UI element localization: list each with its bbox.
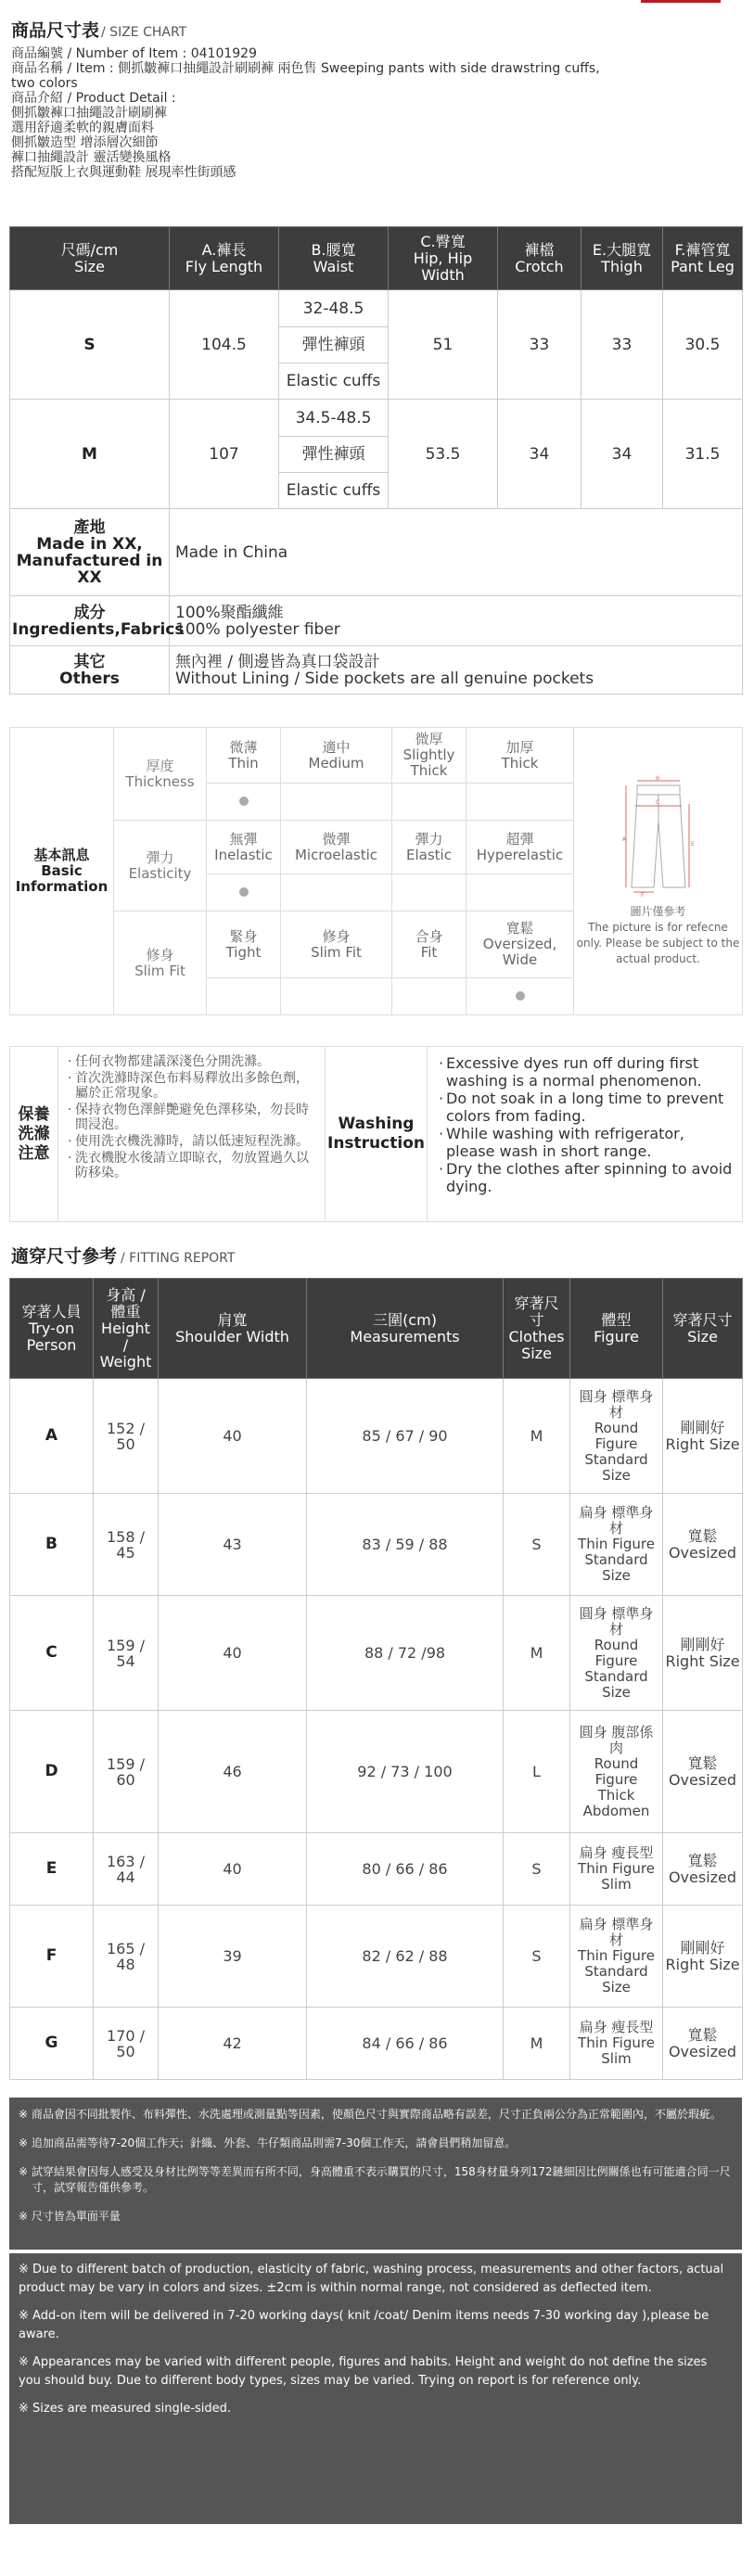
shoulder-value: 40 [159, 1833, 307, 1906]
clothes-size-value: M [504, 2008, 570, 2080]
washing-table [9, 1046, 743, 1222]
basic-info-label: 基本訊息 Basic Information [10, 728, 114, 1015]
waist-value: 32-48.5 [302, 299, 364, 318]
col-header-measurements: 三圍(cm) Measurements [307, 1279, 504, 1379]
waist-value: 34.5-48.5 [295, 408, 372, 427]
others-label: 其它 Others [10, 646, 170, 695]
clothes-size-value: M [504, 1596, 570, 1711]
size-row-s [10, 290, 743, 400]
pants-diagram-icon [607, 776, 709, 897]
washing-list-zh [58, 1047, 326, 1222]
fit-label: 修身 Slim Fit [114, 912, 207, 1015]
svg-text:C: C [655, 798, 659, 806]
washing-item: · 任何衣物都建議深淺色分開洗滌。 [68, 1054, 319, 1069]
fabric-value: 100%聚酯纖維 100% polyester fiber [170, 596, 743, 646]
washing-item: · 洗衣機脫水後請立即晾衣，勿放置過久以防移染。 [68, 1151, 319, 1180]
col-header-height-weight: 身高 / 體重 Height / Weight [94, 1279, 159, 1379]
figure-value: 扁身 瘦長型 Thin Figure Slim [570, 1833, 663, 1906]
option-slightly-thick: 微厚 Slightly Thick [392, 728, 466, 784]
figure-value: 圓身 腹部係 肉 Round Figure Thick Abdomen [570, 1711, 663, 1833]
others-value: 無內裡 / 側邊皆為真口袋設計 Without Lining / Side pockets are all genuine pockets [170, 646, 743, 695]
fit-dot-cell [466, 978, 574, 1015]
option-thin: 微薄 Thin [207, 728, 281, 784]
note-zh: ※ 試穿結果會因每人感受及身材比例等等差異而有所不同，身高體重不表示購買的尺寸，158身材量身列172鏈細因比例關係也有可能適合同一尺寸，試穿報告僅供參考。 [19, 2165, 731, 2194]
person-label: F [10, 1906, 94, 2008]
made-in-label: 產地 Made in XX, Manufactured in XX [10, 509, 170, 596]
height-weight-value: 170 / 50 [94, 2008, 159, 2080]
note-en: ※ Due to different batch of production, elasticity of fabric, washing process, measurements and other factors, actual product may be vary in colors and sizes. ±2cm is within normal range, not considered as deflected item. [19, 2263, 724, 2295]
thigh-value: 34 [581, 400, 663, 509]
person-label: C [10, 1596, 94, 1711]
fabric-label: 成分 Ingredients,Fabrics [10, 596, 170, 646]
option-tight: 緊身 Tight [207, 912, 281, 978]
notes-en-panel [9, 2253, 742, 2524]
crotch-value: 33 [498, 290, 581, 400]
shoulder-value: 39 [159, 1906, 307, 2008]
option-fit: 合身 Fit [392, 912, 466, 978]
product-info [11, 46, 744, 180]
washing-list-en [428, 1047, 743, 1222]
figure-value: 圓身 標準身 材 Round Figure Standard Size [570, 1596, 663, 1711]
selected-dot [239, 887, 249, 897]
clothes-size-value: S [504, 1833, 570, 1906]
fitting-row [10, 1833, 743, 1906]
basic-info-table [9, 727, 743, 1015]
size-label: M [10, 400, 170, 509]
fit-value: 寬鬆 Ovesized [663, 1711, 743, 1833]
option-microelastic: 微彈 Microelastic [281, 821, 392, 874]
shoulder-value: 46 [159, 1711, 307, 1833]
option-elastic: 彈力 Elastic [392, 821, 466, 874]
col-header-waist: B.腰寬 Waist [279, 227, 389, 290]
figure-value: 圓身 標準身 材 Round Figure Standard Size [570, 1379, 663, 1494]
note-en: ※ Sizes are measured single-sided. [19, 2402, 232, 2416]
made-in-row [10, 509, 743, 596]
fit-value: 寬鬆 Ovesized [663, 2008, 743, 2080]
height-weight-value: 165 / 48 [94, 1906, 159, 2008]
fitting-title-zh: 適穿尺寸參考 [11, 1246, 118, 1267]
others-row [10, 646, 743, 695]
thickness-label: 厚度 Thickness [114, 728, 207, 821]
figure-value: 扁身 標準身 材 Thin Figure Standard Size [570, 1906, 663, 2008]
pant-leg-value: 30.5 [663, 290, 743, 400]
shoulder-value: 40 [159, 1596, 307, 1711]
person-label: G [10, 2008, 94, 2080]
info-line: 商品編號 / Number of Item : 04101929 [11, 46, 257, 61]
height-weight-value: 158 / 45 [94, 1494, 159, 1596]
waist-note-en: Elastic cuffs [279, 363, 388, 399]
shoulder-value: 43 [159, 1494, 307, 1596]
col-header-figure: 體型 Figure [570, 1279, 663, 1379]
note-zh: ※ 商品會因不同批製作、布料彈性、水洗處理或測量點等因素，使顏色尺寸與實際商品略有誤差，尺寸正負兩公分為正常範圍內，不屬於瑕疵。 [19, 2108, 722, 2121]
fitting-row [10, 1494, 743, 1596]
fitting-row [10, 1906, 743, 2008]
hip-value: 51 [389, 290, 498, 400]
washing-item: · 首次洗滌時深色布料易釋放出多餘色劑，屬於正常現象。 [68, 1071, 319, 1101]
fly-length-value: 104.5 [170, 290, 279, 400]
selected-dot [516, 991, 525, 1001]
fitting-header [10, 1279, 743, 1379]
washing-item: · Do not soak in a long time to prevent colors from fading. [439, 1090, 736, 1125]
fitting-row [10, 2008, 743, 2080]
option-thick: 加厚 Thick [466, 728, 574, 784]
washing-item: · 保持衣物色澤鮮艷避免色澤移染，勿長時間浸泡。 [68, 1103, 319, 1132]
waist-note-zh: 彈性褲頭 [279, 326, 388, 363]
fit-value: 剛剛好 Right Size [663, 1906, 743, 2008]
crotch-value: 34 [498, 400, 581, 509]
waist-note-zh: 彈性褲頭 [279, 436, 388, 472]
thigh-value: 33 [581, 290, 663, 400]
person-label: B [10, 1494, 94, 1596]
col-header-shoulder: 肩寬 Shoulder Width [159, 1279, 307, 1379]
pants-diagram-cell [574, 728, 743, 1015]
fit-value: 剛剛好 Right Size [663, 1379, 743, 1494]
col-header-pant-leg: F.褲管寬 Pant Leg [663, 227, 743, 290]
info-line: 商品介紹 / Product Detail : [11, 91, 176, 106]
waist-cell [279, 290, 389, 400]
info-line: 搭配短版上衣與運動鞋 展現率性街頭感 [11, 165, 236, 180]
fit-value: 寬鬆 Ovesized [663, 1494, 743, 1596]
thickness-dot-cell [207, 784, 281, 821]
col-header-fit: 穿著尺寸 Size [663, 1279, 743, 1379]
clothes-size-value: S [504, 1906, 570, 2008]
measurements-value: 85 / 67 / 90 [307, 1379, 504, 1494]
measurements-value: 83 / 59 / 88 [307, 1494, 504, 1596]
fitting-row [10, 1711, 743, 1833]
hip-value: 53.5 [389, 400, 498, 509]
fitting-row [10, 1596, 743, 1711]
clothes-size-value: L [504, 1711, 570, 1833]
shoulder-value: 40 [159, 1379, 307, 1494]
figure-value: 扁身 標準身 材 Thin Figure Standard Size [570, 1494, 663, 1596]
col-header-crotch: 褲檔 Crotch [498, 227, 581, 290]
fitting-title-en: / FITTING REPORT [121, 1251, 236, 1266]
washing-item: · 使用洗衣機洗滌時，請以低速短程洗滌。 [68, 1134, 319, 1149]
option-medium: 適中 Medium [281, 728, 392, 784]
person-label: D [10, 1711, 94, 1833]
fitting-report-table [9, 1278, 743, 2080]
fit-value: 剛剛好 Right Size [663, 1596, 743, 1711]
col-header-clothes-size: 穿著尺 寸 Clothes Size [504, 1279, 570, 1379]
fitting-rows [10, 1379, 743, 2080]
col-header-hip: C.臀寬 Hip, Hip Width [389, 227, 498, 290]
washing-item: · Excessive dyes run off during first washing is a normal phenomenon. [439, 1054, 736, 1090]
selected-dot [239, 797, 249, 806]
washing-label-en: Washing Instruction [326, 1047, 428, 1222]
fit-value: 寬鬆 Ovesized [663, 1833, 743, 1906]
picture-caption-zh: 圖片僅參考 [630, 904, 686, 918]
option-inelastic: 無彈 Inelastic [207, 821, 281, 874]
size-chart-title [11, 17, 186, 41]
height-weight-value: 159 / 60 [94, 1711, 159, 1833]
pant-leg-value: 31.5 [663, 400, 743, 509]
fitting-row [10, 1379, 743, 1494]
fly-length-value: 107 [170, 400, 279, 509]
info-line: 側抓皺造型 增添層次細節 [11, 135, 159, 150]
washing-label-zh: 保養 洗滌 注意 [10, 1047, 58, 1222]
elasticity-dot-cell [207, 874, 281, 912]
made-in-value: Made in China [170, 509, 743, 596]
figure-value: 扁身 瘦長型 Thin Figure Slim [570, 2008, 663, 2080]
note-en: ※ Appearances may be varied with different people, figures and habits. Height and weight do not define the sizes you should buy. Due to different body types, sizes may be varied. Trying on report is for reference only. [19, 2355, 708, 2388]
info-line: 選用舒適柔軟的親膚面料 [11, 121, 154, 135]
fitting-report-title [11, 1243, 235, 1268]
shoulder-value: 42 [159, 2008, 307, 2080]
option-oversized: 寬鬆 Oversized, Wide [466, 912, 574, 978]
height-weight-value: 163 / 44 [94, 1833, 159, 1906]
top-accent-bar [641, 0, 721, 3]
size-label: S [10, 290, 170, 400]
svg-text:B: B [655, 775, 659, 782]
clothes-size-value: S [504, 1494, 570, 1596]
washing-item: · While washing with refrigerator, please wash in short range. [439, 1125, 736, 1160]
fabric-row [10, 596, 743, 646]
waist-note-en: Elastic cuffs [279, 472, 388, 508]
col-header-fly-length: A.褲長 Fly Length [170, 227, 279, 290]
measurements-value: 80 / 66 / 86 [307, 1833, 504, 1906]
notes-zh-panel [9, 2098, 742, 2250]
svg-text:E: E [690, 840, 695, 848]
col-header-size: 尺碼/cm Size [10, 227, 170, 290]
measurements-value: 88 / 72 /98 [307, 1596, 504, 1711]
clothes-size-value: M [504, 1379, 570, 1494]
picture-caption-en: The picture is for refecne only. Please be subject to the actual product. [576, 920, 740, 965]
svg-text:A: A [621, 835, 626, 843]
height-weight-value: 152 / 50 [94, 1379, 159, 1494]
measurements-value: 84 / 66 / 86 [307, 2008, 504, 2080]
person-label: A [10, 1379, 94, 1494]
elasticity-label: 彈力 Elasticity [114, 821, 207, 912]
size-chart-table [9, 226, 743, 695]
size-chart-header [10, 227, 743, 290]
title-en: / SIZE CHART [101, 25, 187, 40]
size-row-m [10, 400, 743, 509]
option-hyperelastic: 超彈 Hyperelastic [466, 821, 574, 874]
option-slim-fit: 修身 Slim Fit [281, 912, 392, 978]
svg-text:F: F [640, 891, 644, 897]
info-line: 商品名稱 / Item : 側抓皺褲口抽繩設計刷刷褲 兩色售 Sweeping pants with side drawstring cuffs, [11, 61, 600, 76]
info-line: two colors [11, 76, 78, 91]
note-zh: ※ 尺寸皆為單面平量 [19, 2210, 121, 2223]
info-line: 褲口抽繩設計 靈活變換風格 [11, 150, 172, 165]
col-header-thigh: E.大腿寬 Thigh [581, 227, 663, 290]
washing-item: · Dry the clothes after spinning to avoid dying. [439, 1160, 736, 1195]
info-line: 側抓皺褲口抽繩設計刷刷褲 [11, 106, 167, 121]
note-zh: ※ 追加商品需等待7-20個工作天；針織、外套、牛仔類商品則需7-30個工作天，請會員們稍加留意。 [19, 2136, 517, 2149]
title-zh: 商品尺寸表 [11, 20, 100, 41]
col-header-person: 穿著人員 Try-on Person [10, 1279, 94, 1379]
measurements-value: 82 / 62 / 88 [307, 1906, 504, 2008]
note-en: ※ Add-on item will be delivered in 7-20 working days( knit /coat/ Denim items needs 7-30 working day ),please be aware. [19, 2309, 709, 2341]
waist-cell [279, 400, 389, 509]
person-label: E [10, 1833, 94, 1906]
height-weight-value: 159 / 54 [94, 1596, 159, 1711]
measurements-value: 92 / 73 / 100 [307, 1711, 504, 1833]
